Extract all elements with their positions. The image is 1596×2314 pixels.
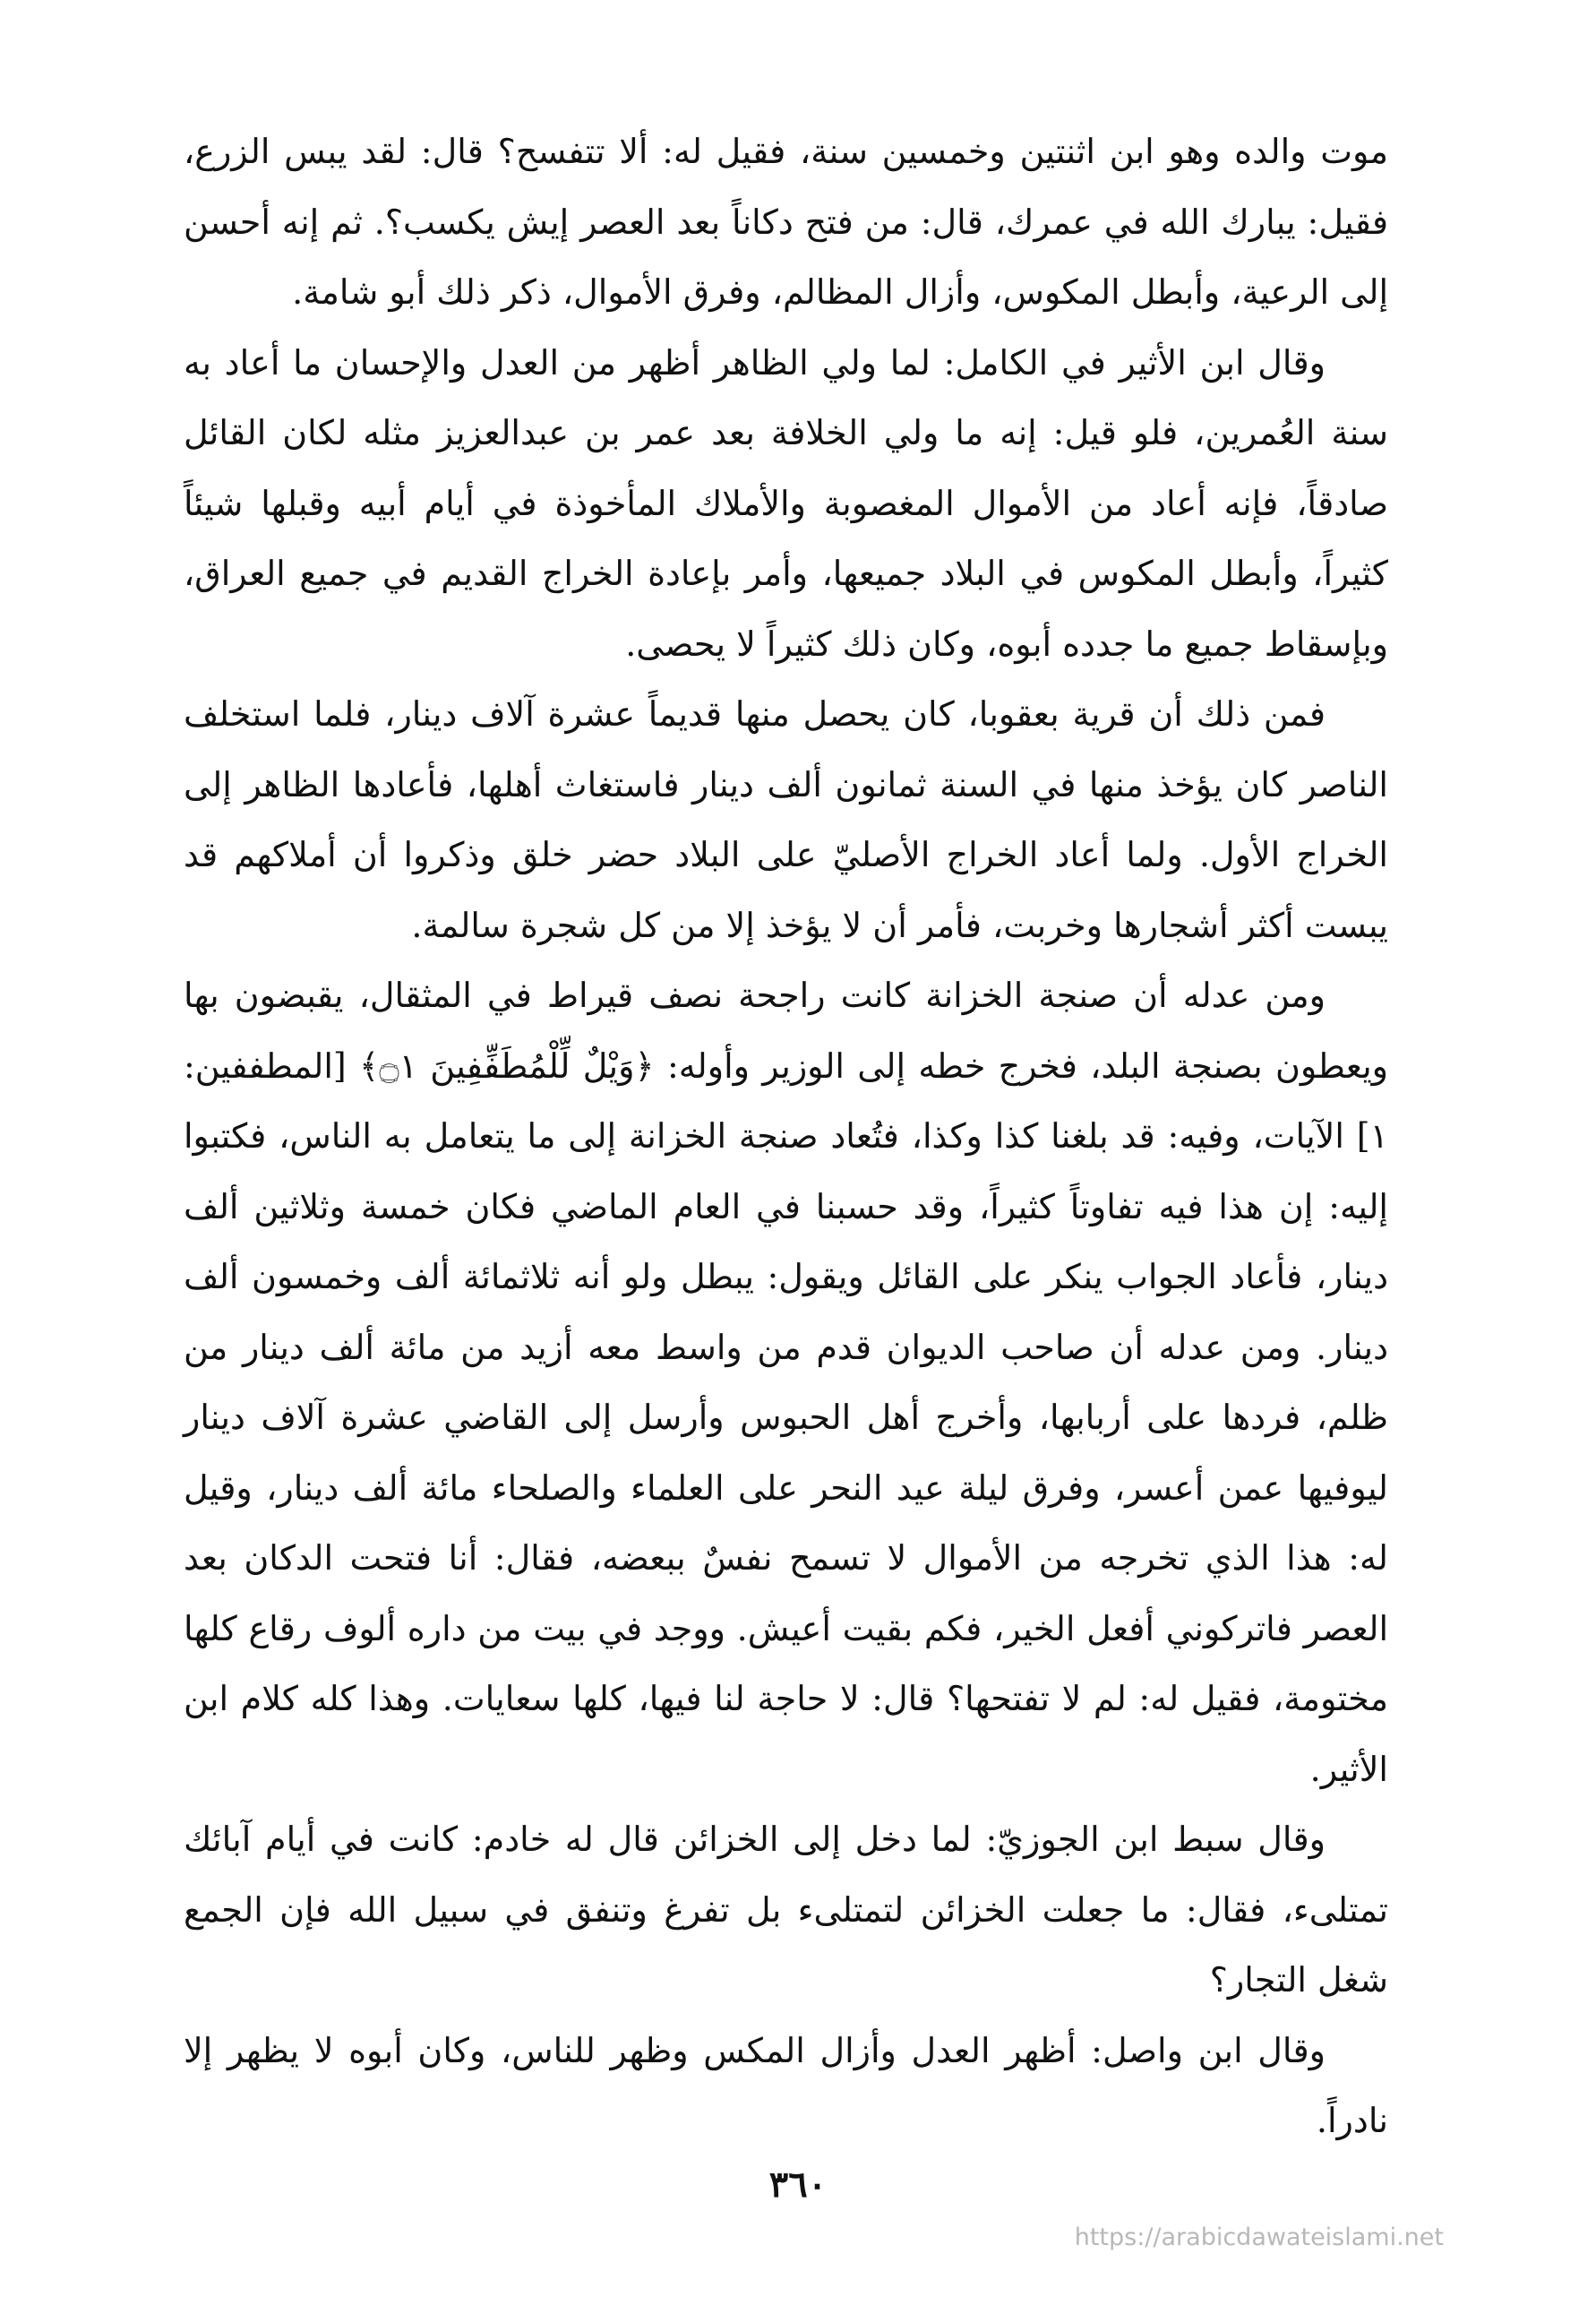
paragraph-2: وقال ابن الأثير في الكامل: لما ولي الظاهر أظهر من العدل والإحسان ما أعاد به سنة العُمرين، فلو قيل: إنه ما ولي الخلافة بعد عمر بن عبدالعزيز مثله لكان القائل صادقاً، فإنه أعاد من الأموال المغصوبة والأملاك المأخوذة في أيام أبيه وقبلها شيئاً كثيراً، وأبطل المكوس في البلاد جميعها، وأمر بإعادة الخراج القديم في جميع العراق، وبإسقاط جميع ما جدده أبوه، وكان ذلك كثيراً لا يحصى. bbox=[184, 342, 1388, 664]
paragraph-4: ومن عدله أن صنجة الخزانة كانت راجحة نصف قيراط في المثقال، يقبضون بها ويعطون بصنجة البلد، فخرج خطه إلى الوزير وأوله: ﴿وَيْلٌ لِّلْمُطَفِّفِينَ ۝١﴾ [المطففين: ١] الآيات، وفيه: قد بلغنا كذا وكذا، فتُعاد صنجة الخزانة إلى ما يتعامل به الناس، فكتبوا إليه: إن هذا فيه تفاوتاً كثيراً، وقد حسبنا في العام الماضي فكان خمسة وثلاثين ألف دينار، فأعاد الجواب ينكر على القائل ويقول: يبطل ولو أنه ثلاثمائة ألف وخمسون ألف دينار. ومن عدله أن صاحب الديوان قدم من واسط معه أزيد من مائة ألف دينار من ظلم، فردها على أربابها، وأخرج أهل الحبوس وأرسل إلى القاضي عشرة آلاف دينار ليوفيها عمن أعسر، وفرق ليلة عيد النحر على العلماء والصلحاء مائة ألف دينار، وقيل له: هذا الذي تخرجه من الأموال لا تسمح نفسٌ ببعضه، فقال: أنا فتحت الدكان بعد العصر فاتركوني أفعل الخير، فكم بقيت أعيش. ووجد في بيت من داره ألوف رقاع كلها مختومة، فقيل له: لم لا تفتحها؟ قال: لا حاجة لنا فيها، كلها سعايات. وهذا كله كلام ابن الأثير. bbox=[184, 976, 1388, 1789]
paragraph-6: وقال ابن واصل: أظهر العدل وأزال المكس وظهر للناس، وكان أبوه لا يظهر إلا نادراً. bbox=[184, 2030, 1388, 2140]
watermark-url: https://arabicdawateislami.net bbox=[1074, 2224, 1444, 2251]
page-body bbox=[184, 116, 1388, 2156]
paragraph-3: فمن ذلك أن قرية بعقوبا، كان يحصل منها قديماً عشرة آلاف دينار، فلما استخلف الناصر كان يؤخذ منها في السنة ثمانون ألف دينار فاستغاث أهلها، فأعادها الظاهر إلى الخراج الأول. ولما أعاد الخراج الأصليّ على البلاد حضر خلق وذكروا أن أملاكهم قد يبست أكثر أشجارها وخربت، فأمر أن لا يؤخذ إلا من كل شجرة سالمة. bbox=[184, 694, 1388, 945]
page-number: ٣٦٠ bbox=[768, 2163, 828, 2206]
paragraph-1: موت والده وهو ابن اثنتين وخمسين سنة، فقيل له: ألا تتفسح؟ قال: لقد يبس الزرع، فقيل: يبارك الله في عمرك، قال: من فتح دكاناً بعد العصر إيش يكسب؟. ثم إنه أحسن إلى الرعية، وأبطل المكوس، وأزال المظالم، وفرق الأموال، ذكر ذلك أبو شامة. bbox=[184, 132, 1388, 312]
paragraph-5: وقال سبط ابن الجوزيّ: لما دخل إلى الخزائن قال له خادم: كانت في أيام آبائك تمتلىء، فقال: ما جعلت الخزائن لتمتلىء بل تفرغ وتنفق في سبيل الله فإن الجمع شغل التجار؟ bbox=[184, 1819, 1388, 2000]
